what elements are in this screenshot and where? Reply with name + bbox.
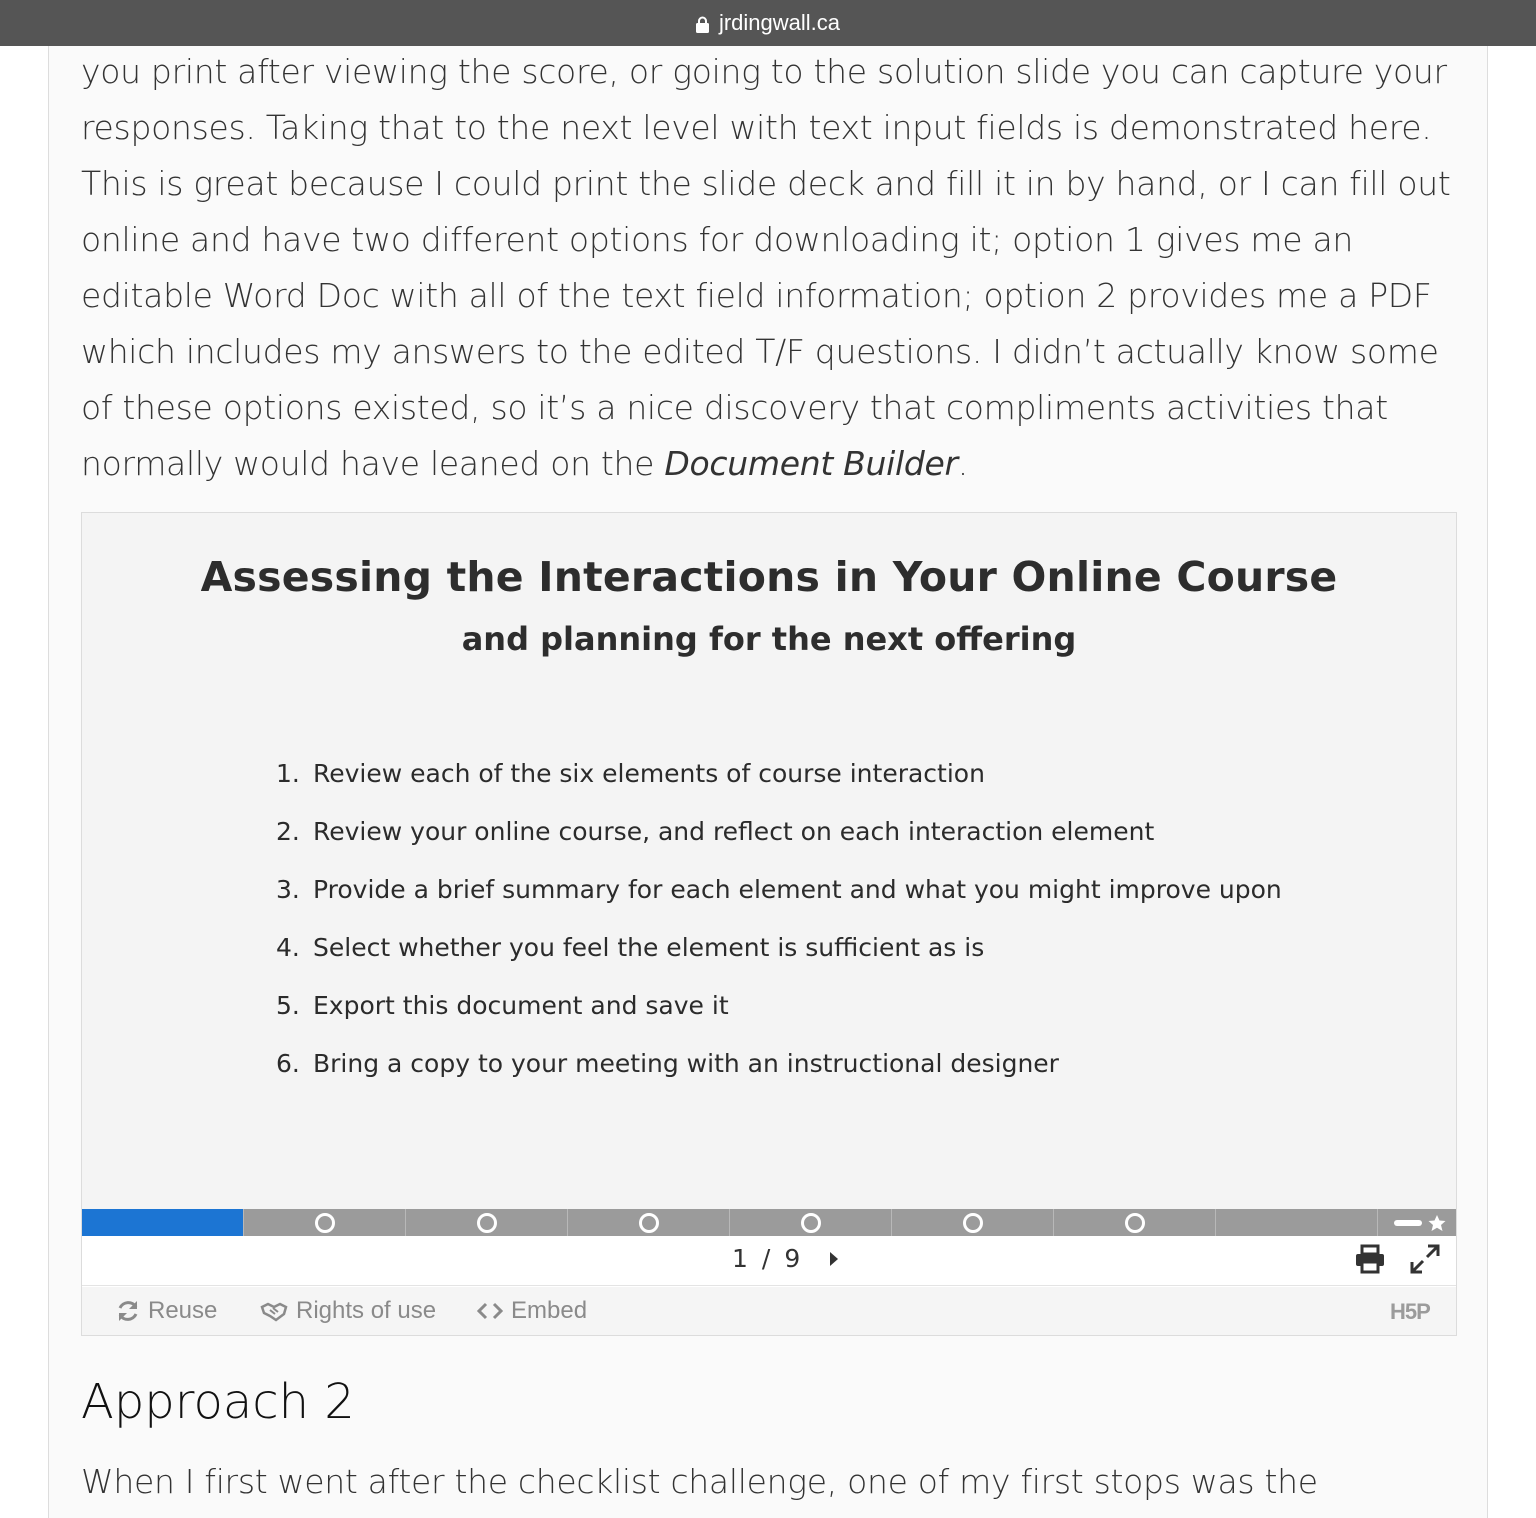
rights-of-use-button[interactable]: [260, 1297, 436, 1325]
step-number: 4.: [276, 933, 300, 962]
list-item: [276, 817, 1376, 875]
progress-segment-4[interactable]: [567, 1209, 729, 1236]
slide-navigation: [82, 1236, 1456, 1286]
pager-separator: /: [761, 1244, 771, 1273]
progress-segment-summary[interactable]: [1377, 1209, 1451, 1236]
article-column: [48, 46, 1488, 1518]
next-slide-arrow-icon[interactable]: [828, 1250, 840, 1268]
circle-icon: [477, 1213, 497, 1233]
article-paragraph: [81, 1454, 1451, 1510]
embed-button[interactable]: [477, 1297, 587, 1325]
h5p-logo[interactable]: H5P: [1390, 1299, 1430, 1324]
h5p-course-presentation: [81, 512, 1457, 1336]
circle-icon: [1125, 1213, 1145, 1233]
total-slides: 9: [784, 1244, 801, 1273]
refresh-icon: [116, 1299, 140, 1323]
embed-label: Embed: [511, 1297, 588, 1324]
list-item: [276, 759, 1376, 817]
step-text: Select whether you feel the element is sufficient as is: [313, 933, 985, 962]
current-slide: 1: [732, 1244, 748, 1273]
handshake-icon: [260, 1299, 288, 1323]
steps-list: [276, 759, 1376, 1107]
paragraph-text: you print after viewing the score, or going to the solution slide you can capture your responses. Taking that to the next level with text input fields is demonstrated here. This is great because I could print the slide deck and fill it in by hand, or I can fill out online and have two different options for downloading it; option 1 gives me an editable Word Doc with all of the text field information; option 2 provides me a PDF which includes my answers to the edited T/F questions. I didn’t actually know some of these options existed, so it’s a nice discovery that compliments activities that normally would have leaned on the: [81, 52, 1451, 483]
list-item: [276, 875, 1376, 933]
list-item: [276, 933, 1376, 991]
slide-counter: [732, 1244, 840, 1273]
slide: [82, 513, 1456, 1209]
lock-icon: [696, 16, 709, 33]
step-text: Review each of the six elements of course interaction: [313, 759, 985, 788]
slide-progress-bar: [82, 1209, 1456, 1236]
circle-icon: [963, 1213, 983, 1233]
code-icon: [477, 1301, 503, 1321]
step-number: 5.: [276, 991, 300, 1020]
slide-title: Assessing the Interactions in Your Online Course: [200, 553, 1338, 601]
paragraph-text: When I first went after the checklist challenge, one of my first stops was the: [81, 1462, 1318, 1501]
paragraph-emphasis: Document Builder: [664, 444, 958, 483]
finish-star-icon: [1394, 1215, 1448, 1231]
progress-segment-7[interactable]: [1053, 1209, 1215, 1236]
progress-segment-3[interactable]: [405, 1209, 567, 1236]
circle-icon: [801, 1213, 821, 1233]
h5p-action-bar: [82, 1287, 1456, 1335]
step-text: Export this document and save it: [313, 991, 729, 1020]
slide-subtitle: and planning for the next offering: [461, 620, 1077, 658]
progress-segment-5[interactable]: [729, 1209, 891, 1236]
list-item: [276, 991, 1376, 1049]
step-number: 6.: [276, 1049, 300, 1078]
section-heading: Approach 2: [81, 1374, 355, 1430]
progress-segment-8[interactable]: [1215, 1209, 1377, 1236]
step-text: Review your online course, and reflect on each interaction element: [313, 817, 1155, 846]
step-number: 1.: [276, 759, 300, 788]
address-bar[interactable]: [0, 0, 1536, 46]
progress-segment-1[interactable]: [82, 1209, 243, 1236]
circle-icon: [315, 1213, 335, 1233]
paragraph-end: .: [957, 444, 968, 483]
step-number: 2.: [276, 817, 300, 846]
progress-segment-2[interactable]: [243, 1209, 405, 1236]
url-text: jrdingwall.ca: [718, 10, 841, 35]
print-icon[interactable]: [1354, 1244, 1386, 1274]
rights-label: Rights of use: [296, 1297, 437, 1324]
reuse-label: Reuse: [148, 1297, 218, 1324]
step-text: Bring a copy to your meeting with an instructional designer: [313, 1049, 1059, 1078]
reuse-button[interactable]: [116, 1297, 217, 1325]
article-paragraph: [81, 44, 1451, 492]
circle-icon: [639, 1213, 659, 1233]
step-number: 3.: [276, 875, 300, 904]
step-text: Provide a brief summary for each element and what you might improve upon: [313, 875, 1282, 904]
fullscreen-icon[interactable]: [1410, 1244, 1440, 1274]
progress-segment-6[interactable]: [891, 1209, 1053, 1236]
list-item: [276, 1049, 1376, 1107]
